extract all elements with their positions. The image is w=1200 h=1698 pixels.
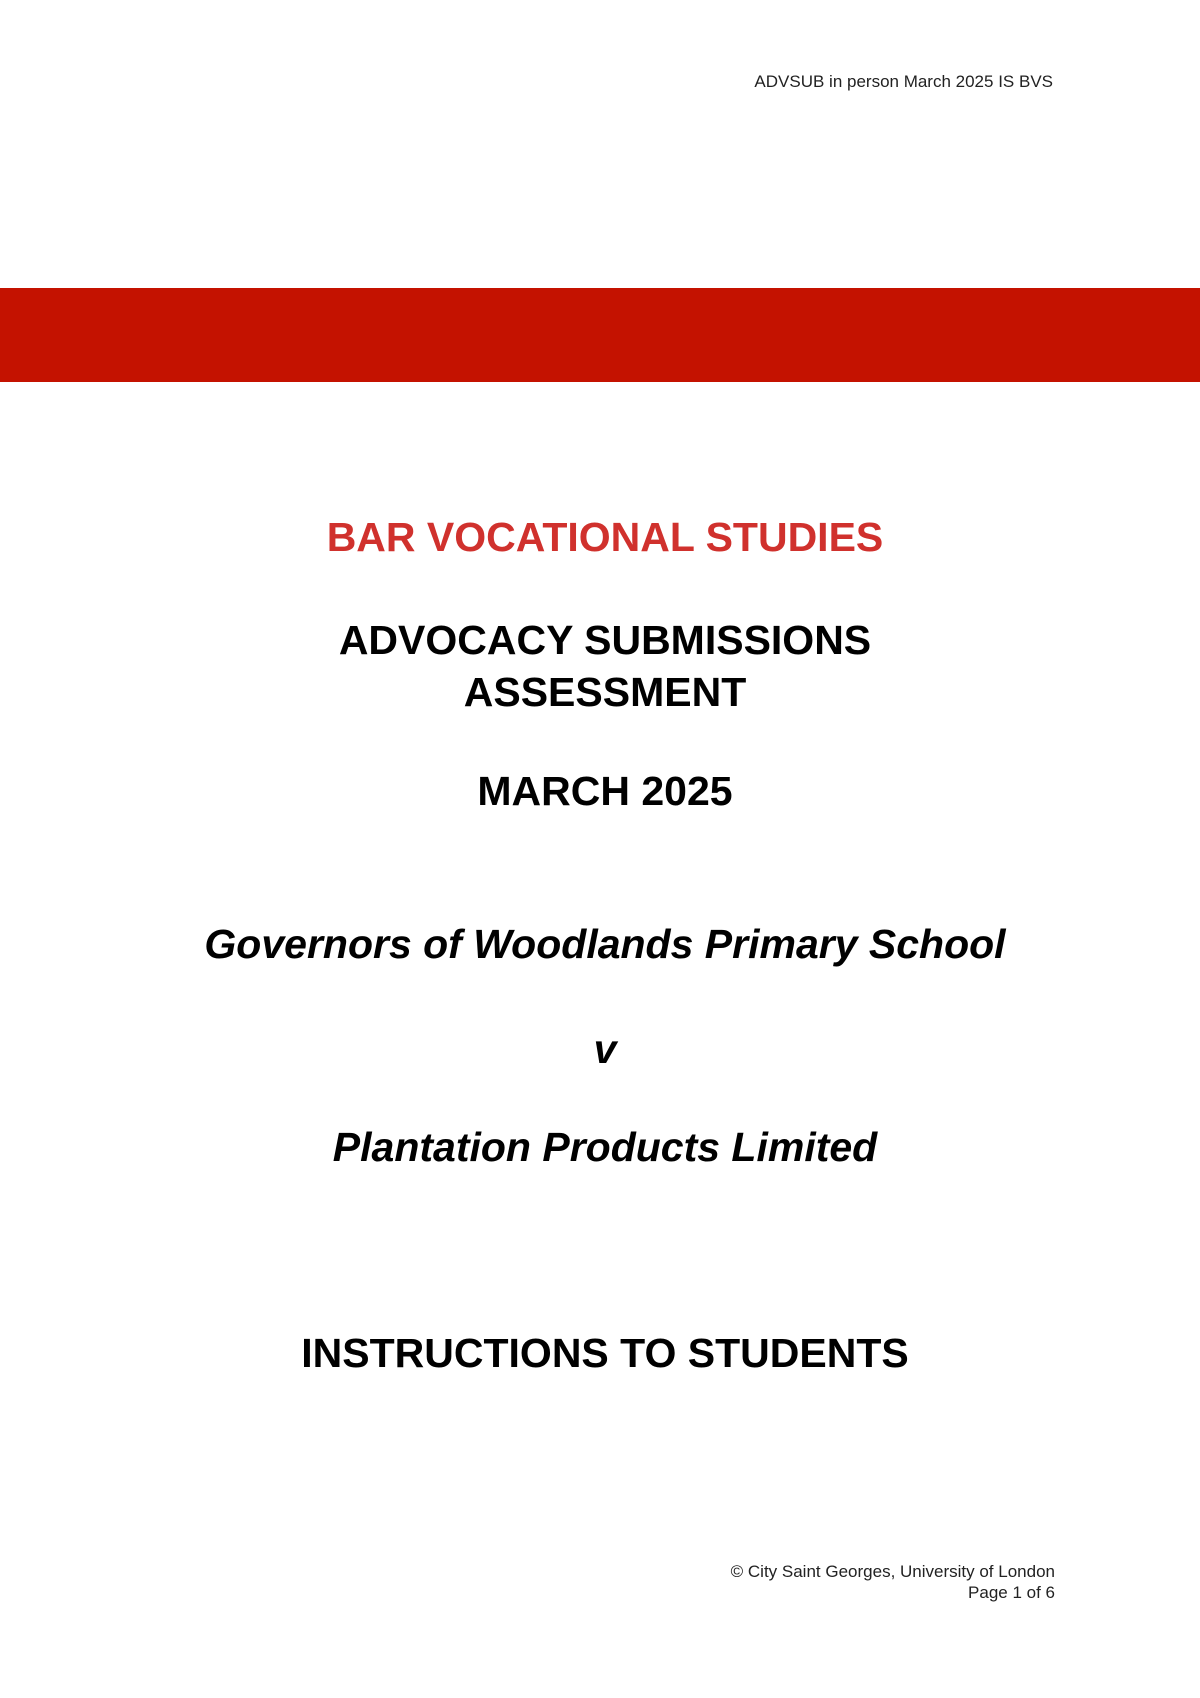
page-footer	[731, 1561, 1055, 1603]
assessment-date: MARCH 2025	[477, 768, 733, 814]
defendant-name: Plantation Products Limited	[332, 1124, 878, 1170]
assessment-title-line-2: ASSESSMENT	[463, 669, 747, 715]
assessment-title	[0, 614, 1200, 718]
versus-label: v	[593, 1026, 617, 1072]
page-number: Page 1 of 6	[968, 1583, 1055, 1602]
instructions-heading: INSTRUCTIONS TO STUDENTS	[301, 1330, 909, 1376]
red-banner	[0, 288, 1200, 382]
claimant-name: Governors of Woodlands Primary School	[204, 921, 1006, 967]
assessment-title-line-1: ADVOCACY SUBMISSIONS	[338, 617, 872, 663]
organisation-title: BAR VOCATIONAL STUDIES	[326, 514, 884, 560]
header-reference: ADVSUB in person March 2025 IS BVS	[754, 72, 1053, 91]
copyright-notice: © City Saint Georges, University of London	[730, 1562, 1055, 1581]
